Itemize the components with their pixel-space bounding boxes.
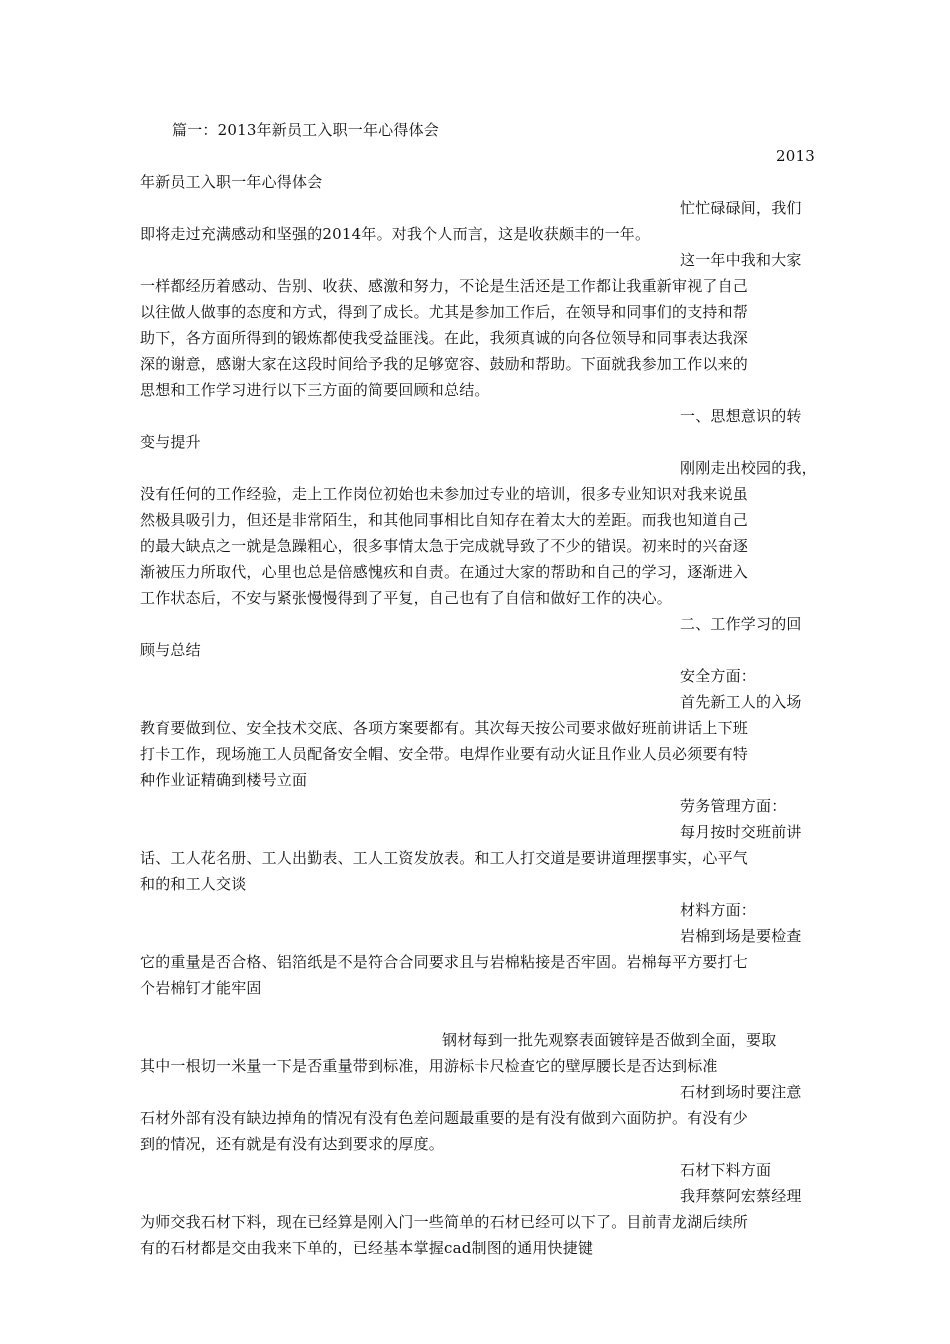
subsection-heading: 石材下料方面 — [680, 1161, 772, 1179]
doc-line: 打卡工作，现场施工人员配备安全帽、安全带。电焊作业要有动火证且作业人员必须要有特 — [140, 745, 749, 763]
doc-line: 我拜蔡阿宏蔡经理 — [680, 1187, 802, 1205]
section-heading: 变与提升 — [140, 433, 201, 451]
doc-line: 刚刚走出校园的我， — [680, 459, 817, 477]
doc-line: 和的和工人交谈 — [140, 875, 247, 893]
doc-line: 没有任何的工作经验，走上工作岗位初始也未参加过专业的培训，很多专业知识对我来说虽 — [140, 485, 749, 503]
subsection-heading: 安全方面： — [680, 667, 757, 685]
doc-line: 它的重量是否合格、铝箔纸是不是符合合同要求且与岩棉粘接是否牢固。岩棉每平方要打七 — [140, 953, 749, 971]
doc-line: 助下，各方面所得到的锻炼都使我受益匪浅。在此，我须真诚的向各位领导和同事表达我深 — [140, 329, 749, 347]
doc-line: 这一年中我和大家 — [680, 251, 802, 269]
doc-line: 其中一根切一米量一下是否重量带到标准，用游标卡尺检查它的壁厚腰长是否达到标准 — [140, 1057, 718, 1075]
section-heading: 二、工作学习的回 — [680, 615, 802, 633]
doc-line: 忙忙碌碌间，我们 — [680, 199, 802, 217]
doc-line: 工作状态后，不安与紧张慢慢得到了平复，自己也有了自信和做好工作的决心。 — [140, 589, 673, 607]
subsection-heading: 材料方面： — [680, 901, 757, 919]
doc-line: 个岩棉钉才能牢固 — [140, 979, 262, 997]
doc-line: 岩棉到场是要检查 — [680, 927, 802, 945]
doc-line: 年新员工入职一年心得体会 — [140, 173, 323, 191]
doc-line: 每月按时交班前讲 — [680, 823, 802, 841]
section-heading: 一、思想意识的转 — [680, 407, 802, 425]
section-heading: 顾与总结 — [140, 641, 201, 659]
doc-line: 石材到场时要注意 — [680, 1083, 802, 1101]
doc-title: 篇一：2013年新员工入职一年心得体会 — [172, 121, 439, 139]
doc-line: 一样都经历着感动、告别、收获、感激和努力，不论是生活还是工作都让我重新审视了自己 — [140, 277, 749, 295]
doc-line: 即将走过充满感动和坚强的2014年。对我个人而言，这是收获颇丰的一年。 — [140, 225, 651, 243]
doc-line: 的最大缺点之一就是急躁粗心，很多事情太急于完成就导致了不少的错误。初来时的兴奋逐 — [140, 537, 749, 555]
doc-line: 思想和工作学习进行以下三方面的简要回顾和总结。 — [140, 381, 490, 399]
doc-line: 然极具吸引力，但还是非常陌生，和其他同事相比自知存在着太大的差距。而我也知道自己 — [140, 511, 749, 529]
doc-line: 到的情况，还有就是有没有达到要求的厚度。 — [140, 1135, 445, 1153]
doc-line: 以往做人做事的态度和方式，得到了成长。尤其是参加工作后，在领导和同事们的支持和帮 — [140, 303, 749, 321]
doc-line: 渐被压力所取代，心里也总是倍感愧疚和自责。在通过大家的帮助和自己的学习，逐渐进入 — [140, 563, 749, 581]
doc-line: 教育要做到位、安全技术交底、各项方案要都有。其次每天按公司要求做好班前讲话上下班 — [140, 719, 749, 737]
doc-line: 石材外部有没有缺边掉角的情况有没有色差问题最重要的是有没有做到六面防护。有没有少 — [140, 1109, 749, 1127]
doc-line: 钢材每到一批先观察表面镀锌是否做到全面，要取 — [442, 1031, 777, 1049]
subsection-heading: 劳务管理方面： — [680, 797, 787, 815]
doc-line: 首先新工人的入场 — [680, 693, 802, 711]
doc-line: 深的谢意，感谢大家在这段时间给予我的足够宽容、鼓励和帮助。下面就我参加工作以来的 — [140, 355, 749, 373]
doc-line: 为师交我石材下料，现在已经算是刚入门一些简单的石材已经可以下了。目前青龙湖后续所 — [140, 1213, 749, 1231]
doc-line: 话、工人花名册、工人出勤表、工人工资发放表。和工人打交道是要讲道理摆事实，心平气 — [140, 849, 749, 867]
doc-line: 2013 — [776, 147, 815, 165]
doc-line: 有的石材都是交由我来下单的，已经基本掌握cad制图的通用快捷键 — [140, 1239, 594, 1257]
doc-line: 种作业证精确到楼号立面 — [140, 771, 308, 789]
